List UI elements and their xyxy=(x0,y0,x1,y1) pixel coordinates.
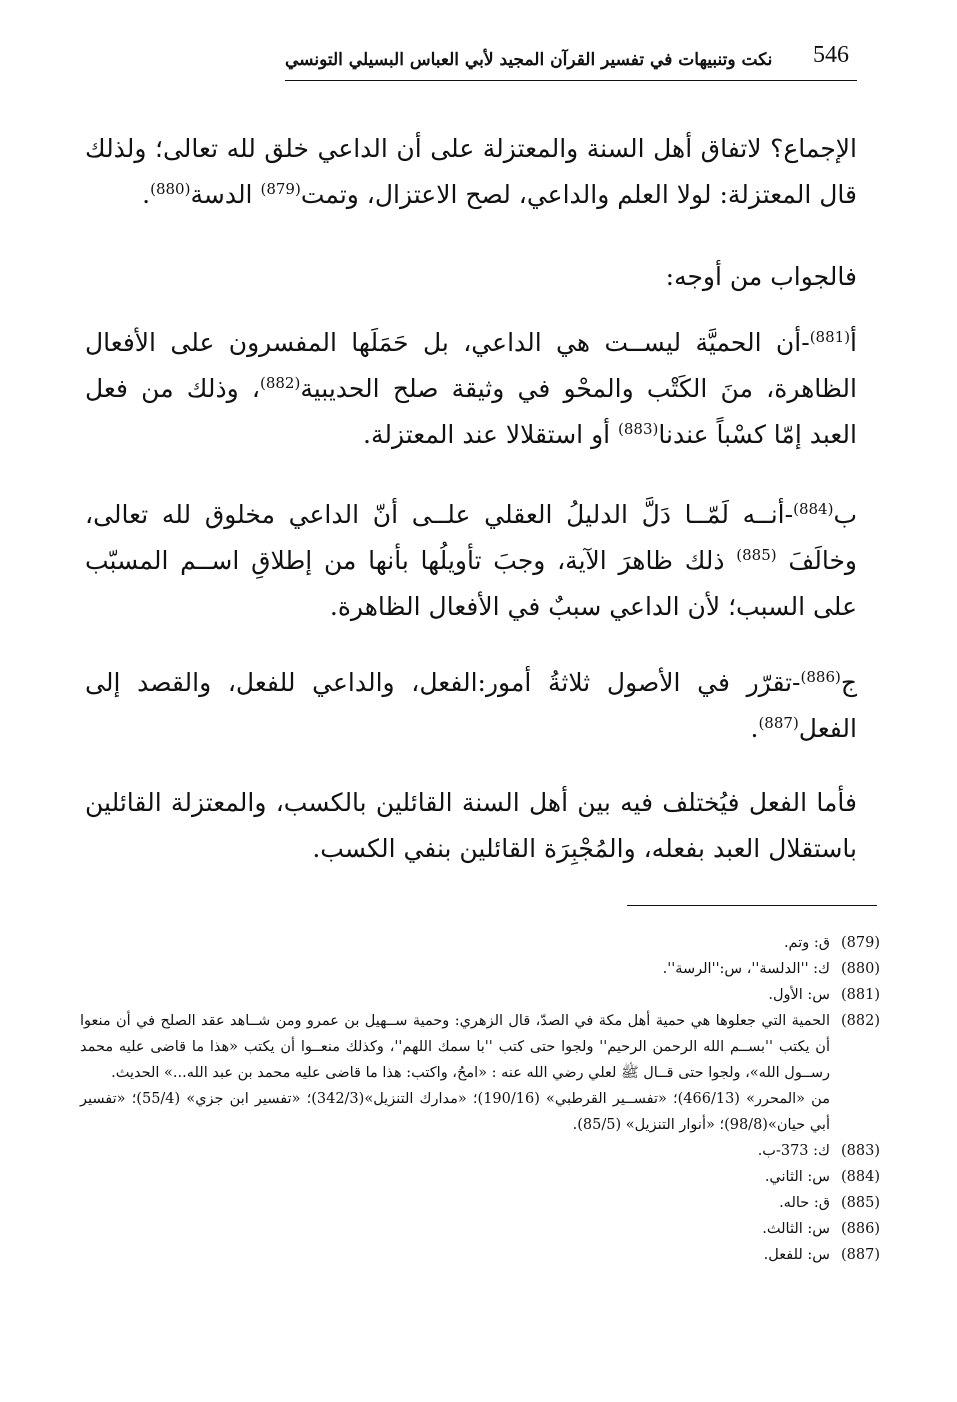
running-title: نكت وتنبيهات في تفسير القرآن المجيد لأبي العباس البسيلي التونسي xyxy=(285,50,773,70)
page-header xyxy=(285,40,857,81)
footnote-number: (886) xyxy=(841,1221,880,1237)
footnote: (884) س: الثاني. xyxy=(80,1164,880,1190)
footnote-number: (885) xyxy=(841,1195,880,1211)
paragraph-2: فالجواب من أوجه: xyxy=(665,262,857,291)
footnote: (880) ك: ''الدلسة''، س:''الرسة''. xyxy=(80,956,880,982)
footnote-number: (879) xyxy=(841,935,880,951)
paragraph-3: أ$^{(881)}$-أن الحميَّة ليســت هي الداعي، بل حَمَلَها المفسرون على الأفعال الظاهرة، منَ الكَتْب والمحْو في وثيقة صلح الحديبية$^{(882)}$، وذلك من فعل العبد إمّا كسْباً عندنا$^{(883)}$ أو استقلالا عند المعتزلة. xyxy=(85,328,857,449)
paragraph-5: ج$^{(886)}$-تقرّر في الأصول ثلاثةُ أمور:الفعل، والداعي للفعل، والقصد إلى الفعل$^{(887)}$. xyxy=(85,668,857,743)
footnote: (885) ق: حاله. xyxy=(80,1190,880,1216)
footnote-ref[interactable]: (884) xyxy=(793,500,834,518)
footnote-number: (884) xyxy=(841,1169,880,1185)
footnote: (887) س: للفعل. xyxy=(80,1242,880,1268)
footnote: (886) س: الثالث. xyxy=(80,1216,880,1242)
footnote-ref[interactable]: (887) xyxy=(758,714,799,732)
footnote-ref[interactable]: (883) xyxy=(618,420,659,438)
paragraph-6: فأما الفعل فيُختلف فيه بين أهل السنة القائلين بالكسب، والمعتزلة القائلين باستقلال العبد بفعله، والمُجْبِرَة القائلين بنفي الكسب. xyxy=(85,788,857,863)
footnote-number: (880) xyxy=(841,961,880,977)
paragraph-4: ب$^{(884)}$-أنــه لَمّــا دَلَّ الدليلُ العقلي علــى أنّ الداعي مخلوق لله تعالى، وخالَفَ $^{(885)}$ ذلك ظاهرَ الآية، وجبَ تأويلُها بأنها من إطلاقِ اســم المسبّب على السبب؛ لأن الداعي سببٌ في الأفعال الظاهرة. xyxy=(85,500,858,621)
footnote-separator xyxy=(627,905,877,906)
footnote: (882) الحمية التي جعلوها هي حمية أهل مكة في الصدّ، قال الزهري: وحمية ســهيل بن عمرو ومن شــاهد عقد الصلح في أن منعوا أن يكتب ''بســم الله الرحمن الرحيم'' ولجوا حتى كتب ''با سمك اللهم''، وكذلك منعــوا أن يكتب «هذا ما قاضى عليه محمد رســول الله»، ولجوا حتى قــال ﷺ لعلي رضي الله عنه : «امحُ، واكتب: هذا ما قاضى عليه محمد بن عبد الله...» الحديث. من «المحرر» (466/13)؛ «تفســير القرطبي» (190/16)؛ «مدارك التنزيل»(342/3)؛ «تفسير ابن جزي» (55/4)؛ «تفسير أبي حيان»(98/8)؛ «أنوار التنزيل» (85/5). xyxy=(80,1008,880,1138)
footnote: (883) ك: 373-ب. xyxy=(80,1138,880,1164)
footnote-number: (887) xyxy=(841,1247,880,1263)
footnote-sources: من «المحرر» (466/13)؛ «تفســير القرطبي» (190/16)؛ «مدارك التنزيل»(342/3)؛ «تفسير ابن جزي» (55/4)؛ «تفسير أبي حيان»(98/8)؛ «أنوار التنزيل» (85/5). xyxy=(80,1091,830,1133)
footnote-ref[interactable]: (885) xyxy=(736,546,777,564)
page-number: 546 xyxy=(813,42,849,68)
footnote-ref[interactable]: (881) xyxy=(809,328,851,346)
footnote: (881) س: الأول. xyxy=(80,982,880,1008)
footnotes xyxy=(80,930,880,1268)
footnote-number: (881) xyxy=(841,987,880,1003)
footnote-number: (882) xyxy=(841,1013,880,1029)
footnote-ref[interactable]: (886) xyxy=(800,668,841,686)
footnote-ref[interactable]: (879) xyxy=(260,180,301,198)
footnote-number: (883) xyxy=(841,1143,880,1159)
footnote-ref[interactable]: (882) xyxy=(259,374,301,392)
footnote-ref[interactable]: (880) xyxy=(150,180,191,198)
paragraph-1: الإجماع؟ لاتفاق أهل السنة والمعتزلة على أن الداعي خلق لله تعالى؛ ولذلك قال المعتزلة: لولا العلم والداعي، لصح الاعتزال، وتمت$^{(879)}$ الدسة$^{(880)}$. xyxy=(85,134,857,209)
footnote: (879) ق: وتم. xyxy=(80,930,880,956)
